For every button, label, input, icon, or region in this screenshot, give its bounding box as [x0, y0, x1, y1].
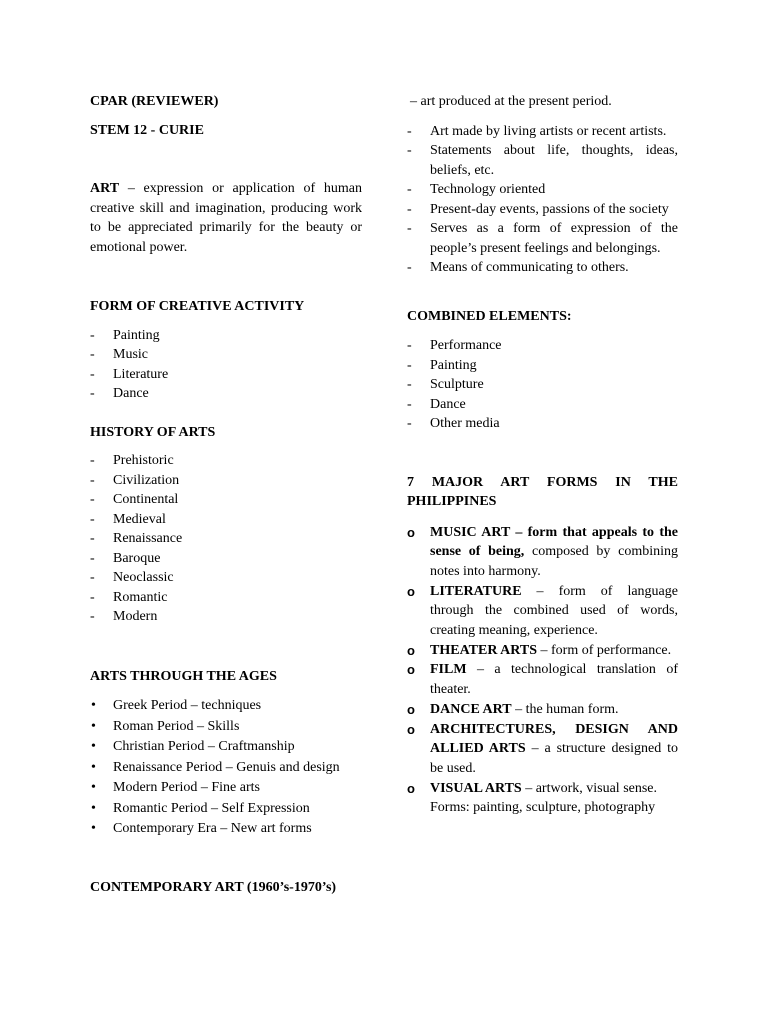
art-form-term: LITERATURE — [430, 583, 522, 599]
list-item — [407, 700, 678, 720]
history-of-arts-heading: HISTORY OF ARTS — [90, 424, 216, 440]
list-item: - Technology oriented — [407, 180, 678, 200]
combined-elements-heading: COMBINED ELEMENTS: — [407, 308, 572, 324]
contemporary-art-heading: CONTEMPORARY ART (1960’s-1970’s) — [90, 879, 337, 895]
art-form-desc: – a structure designed to be used. — [430, 741, 678, 776]
art-form-term: THEATER ARTS — [430, 642, 538, 658]
list-item: • Renaissance Period – Genuis and design — [90, 758, 362, 779]
list-item: • Christian Period – Craftmanship — [90, 737, 362, 758]
list-item: • Modern Period – Fine arts — [90, 778, 362, 799]
list-item: - Painting — [407, 356, 678, 376]
list-item: - Performance — [407, 336, 678, 356]
list-item: - Romantic — [90, 588, 362, 608]
list-item: - Music — [90, 345, 362, 365]
art-term: ART — [90, 181, 120, 196]
art-form-term: MUSIC ART – form that appeals to the sense of being, — [430, 524, 678, 560]
art-form-desc: composed by combining notes into harmony. — [430, 544, 678, 579]
list-item: - Medieval — [90, 510, 362, 530]
list-item: - Means of communicating to others. — [407, 258, 678, 278]
art-form-desc: – artwork, visual sense. Forms: painting, sculpture, photography — [430, 780, 658, 816]
list-item — [407, 523, 678, 582]
right-column — [407, 92, 678, 818]
list-item: - Sculpture — [407, 375, 678, 395]
creative-activity-list — [90, 326, 362, 404]
list-item: - Present-day events, passions of the society — [407, 200, 678, 220]
list-item — [407, 720, 678, 779]
major-art-forms-list — [407, 523, 678, 819]
art-form-desc: – a technological translation of theater. — [430, 662, 678, 698]
art-definition — [90, 179, 362, 257]
left-column — [90, 92, 362, 897]
list-item: - Civilization — [90, 471, 362, 491]
art-form-desc: – the human form. — [511, 701, 619, 717]
list-item — [407, 660, 678, 699]
list-item: • Contemporary Era – New art forms — [90, 819, 362, 840]
list-item: - Modern — [90, 607, 362, 627]
contemporary-art-list — [407, 122, 678, 278]
arts-through-the-ages-heading: ARTS THROUGH THE AGES — [90, 668, 277, 684]
list-item — [407, 641, 678, 661]
list-item: • Romantic Period – Self Expression — [90, 799, 362, 820]
list-item — [407, 779, 678, 818]
list-item: - Painting — [90, 326, 362, 346]
list-item: - Statements about life, thoughts, ideas, beliefs, etc. — [407, 141, 678, 180]
art-form-term: DANCE ART — [430, 701, 512, 717]
list-item: - Literature — [90, 365, 362, 385]
list-item: - Dance — [407, 395, 678, 415]
art-form-desc: – form of language through the combined used of words, creating meaning, experience. — [430, 583, 678, 639]
contemporary-art-definition: – art produced at the present period. — [410, 94, 612, 109]
art-form-term: ARCHITECTURES, DESIGN AND ALLIED ARTS — [430, 721, 678, 757]
art-form-term: FILM — [430, 662, 467, 678]
art-form-term: VISUAL ARTS — [430, 780, 522, 796]
list-item: - Dance — [90, 384, 362, 404]
form-of-creative-activity-heading: FORM OF CREATIVE ACTIVITY — [90, 299, 305, 314]
combined-elements-list — [407, 336, 678, 434]
art-form-desc: – form of performance. — [537, 642, 672, 658]
art-definition-text: – expression or application of human creative skill and imagination, producing work to be appreciated primarily for the beauty or emotional power. — [90, 181, 362, 255]
list-item: - Neoclassic — [90, 568, 362, 588]
arts-through-the-ages-list — [90, 696, 362, 840]
document-title: CPAR (REVIEWER) — [90, 94, 219, 109]
list-item: - Serves as a form of expression of the people’s present feelings and belongings. — [407, 219, 678, 258]
history-of-arts-list — [90, 451, 362, 627]
list-item: • Greek Period – techniques — [90, 696, 362, 717]
list-item: • Roman Period – Skills — [90, 717, 362, 738]
major-art-forms-heading: 7 MAJOR ART FORMS IN THE PHILIPPINES — [407, 474, 678, 509]
list-item: - Renaissance — [90, 529, 362, 549]
list-item: - Baroque — [90, 549, 362, 569]
list-item: - Art made by living artists or recent artists. — [407, 122, 678, 142]
list-item — [407, 582, 678, 641]
list-item: - Prehistoric — [90, 451, 362, 471]
section-label: STEM 12 - CURIE — [90, 122, 204, 138]
list-item: - Continental — [90, 490, 362, 510]
list-item: - Other media — [407, 414, 678, 434]
